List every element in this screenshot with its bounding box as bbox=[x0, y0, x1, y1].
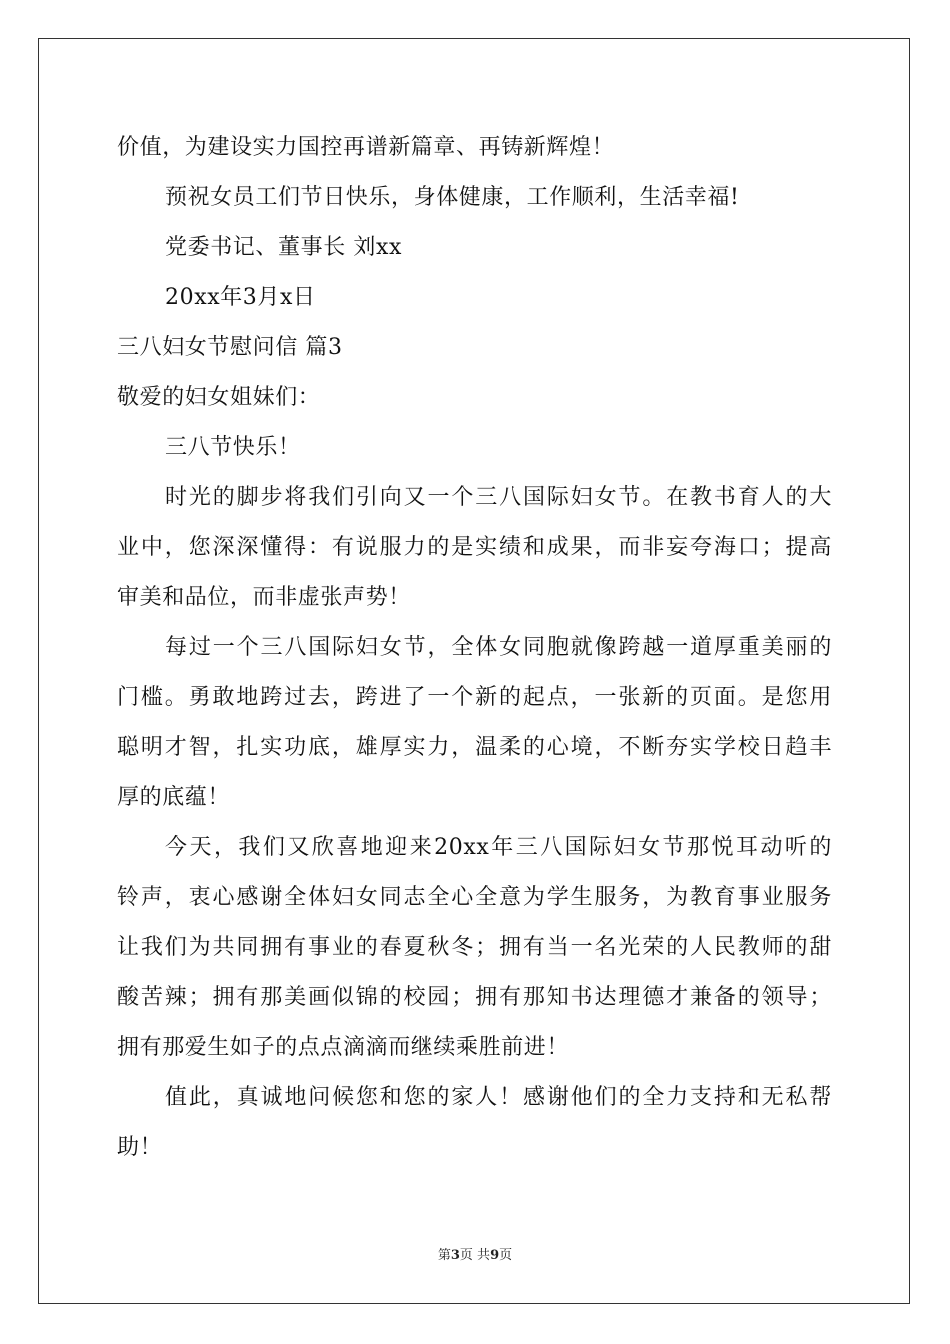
paragraph-line: 铃声，衷心感谢全体妇女同志全心全意为学生服务，为教育事业服务 bbox=[117, 885, 832, 910]
paragraph-line: 时光的脚步将我们引向又一个三八国际妇女节。在教书育人的大 bbox=[165, 485, 832, 510]
paragraph-line: 酸苦辣；拥有那美画似锦的校园；拥有那知书达理德才兼备的领导； bbox=[117, 985, 832, 1010]
footer-page-prefix: 第 bbox=[437, 1248, 451, 1263]
salutation: 敬爱的妇女姐妹们： bbox=[117, 385, 321, 410]
page-footer bbox=[0, 1248, 950, 1264]
paragraph-line: 值此，真诚地问候您和您的家人！感谢他们的全力支持和无私帮 bbox=[165, 1085, 832, 1110]
paragraph-line: 审美和品位，而非虚张声势！ bbox=[117, 585, 411, 610]
signature-line: 党委书记、董事长 刘xx bbox=[165, 235, 403, 260]
date-line: 20xx年3月x日 bbox=[165, 285, 316, 310]
paragraph-line: 助！ bbox=[117, 1135, 163, 1160]
footer-page-total: 9 bbox=[490, 1248, 500, 1263]
paragraph-line: 业中，您深深懂得：有说服力的是实绩和成果，而非妄夸海口；提高 bbox=[117, 535, 832, 560]
footer-page-number: 3 bbox=[450, 1248, 460, 1263]
section-heading: 三八妇女节慰问信 篇3 bbox=[117, 335, 343, 360]
footer-page-suffix: 页 bbox=[499, 1248, 513, 1263]
paragraph-line: 今天，我们又欣喜地迎来20xx年三八国际妇女节那悦耳动听的 bbox=[165, 835, 832, 860]
paragraph-line: 每过一个三八国际妇女节，全体女同胞就像跨越一道厚重美丽的 bbox=[165, 635, 832, 660]
greeting-line: 三八节快乐！ bbox=[165, 435, 301, 460]
paragraph-line: 让我们为共同拥有事业的春夏秋冬；拥有当一名光荣的人民教师的甜 bbox=[117, 935, 832, 960]
paragraph-line: 聪明才智，扎实功底，雄厚实力，温柔的心境，不断夯实学校日趋丰 bbox=[117, 735, 832, 760]
page-frame bbox=[38, 38, 910, 1304]
paragraph-line: 门槛。勇敢地跨过去，跨进了一个新的起点，一张新的页面。是您用 bbox=[117, 685, 832, 710]
paragraph-line: 预祝女员工们节日快乐，身体健康，工作顺利，生活幸福! bbox=[165, 185, 740, 210]
paragraph-line: 价值，为建设实力国控再谱新篇章、再铸新辉煌！ bbox=[117, 135, 615, 160]
paragraph-line: 拥有那爱生如子的点点滴滴而继续乘胜前进！ bbox=[117, 1035, 570, 1060]
footer-page-mid: 页 共 bbox=[459, 1248, 491, 1263]
paragraph-line: 厚的底蕴！ bbox=[117, 785, 231, 810]
